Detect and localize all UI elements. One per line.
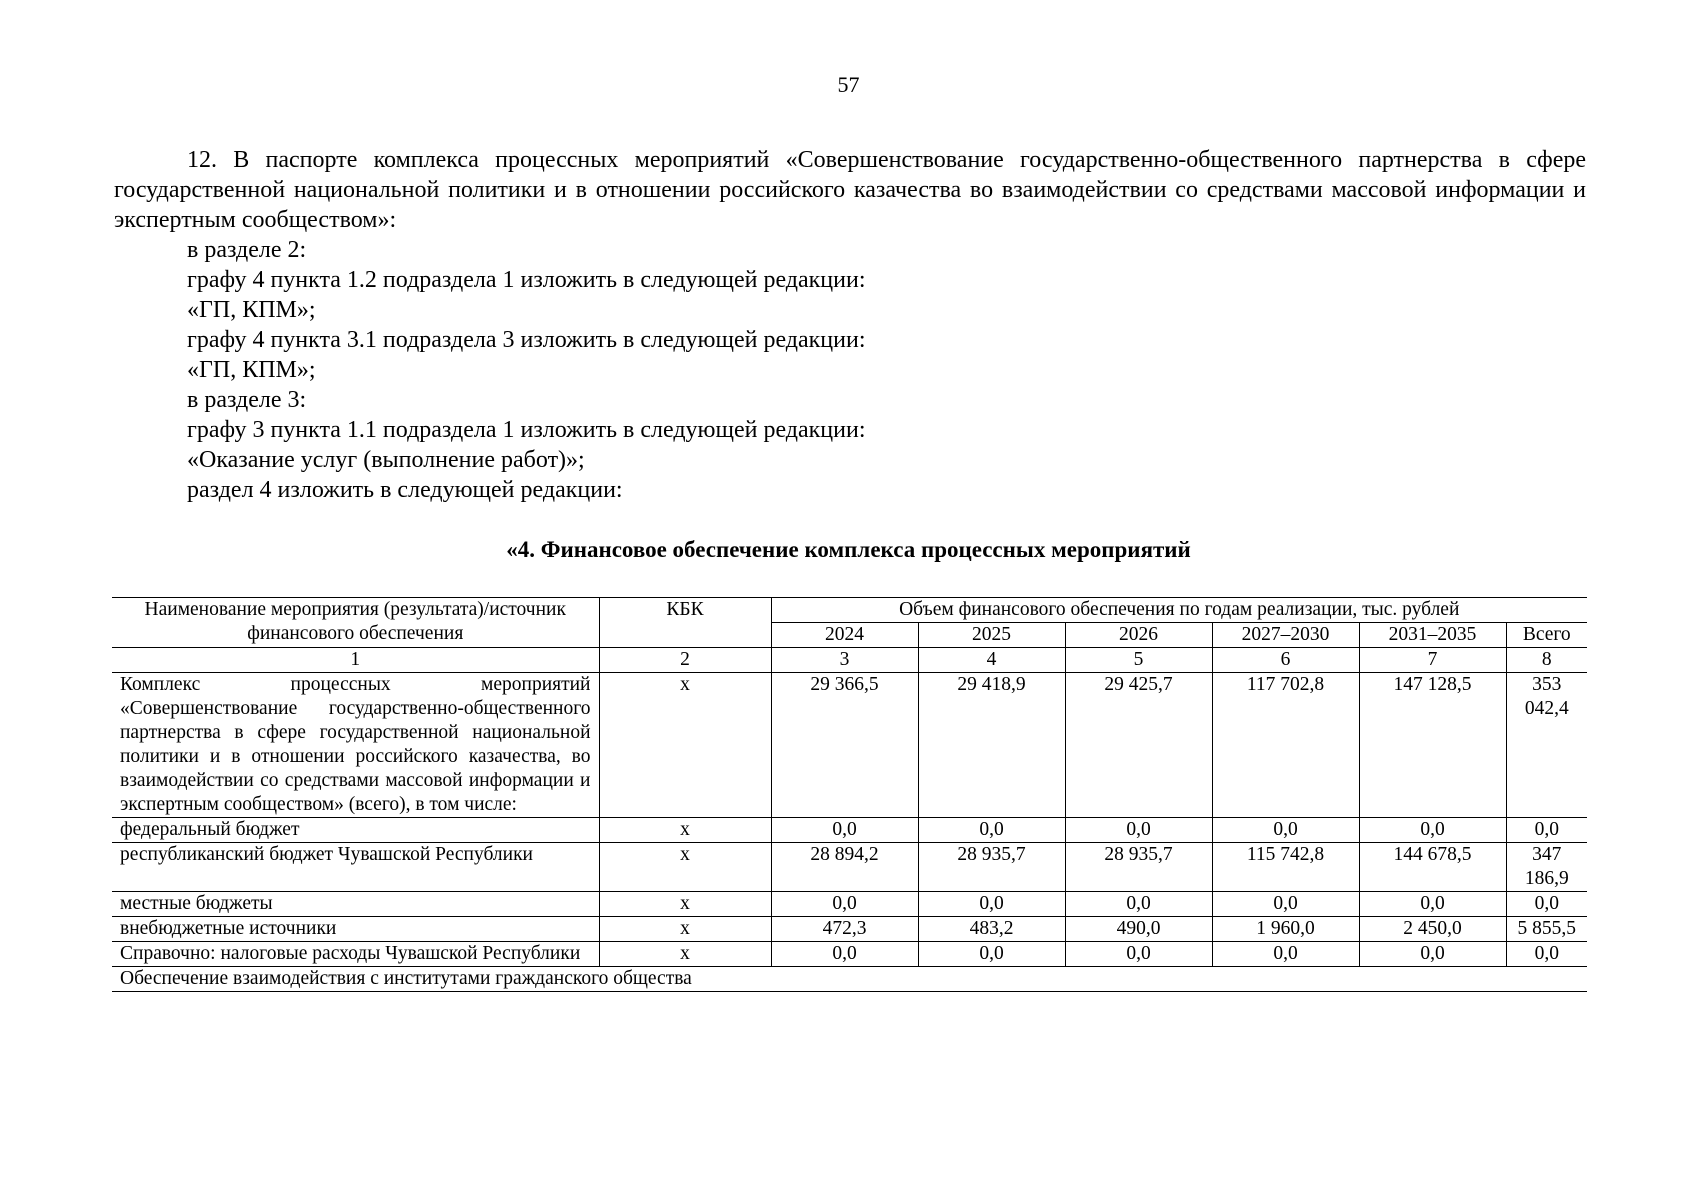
column-number: 1 (112, 648, 599, 673)
header-year: 2027–2030 (1212, 623, 1359, 648)
text-line: графу 4 пункта 1.2 подраздела 1 изложить в следующей редакции: (187, 267, 866, 293)
row-value: 0,0 (771, 892, 918, 917)
column-number: 2 (599, 648, 771, 673)
table-row (112, 942, 1587, 967)
row-value: 0,0 (918, 942, 1065, 967)
row-kbk: х (599, 892, 771, 917)
row-value: 472,3 (771, 917, 918, 942)
text-line: «ГП, КПМ»; (187, 357, 316, 383)
header-year: 2024 (771, 623, 918, 648)
row-value: 117 702,8 (1212, 673, 1359, 818)
column-number: 7 (1359, 648, 1506, 673)
row-value: 0,0 (918, 892, 1065, 917)
financing-table (112, 597, 1587, 992)
row-value: 28 935,7 (918, 843, 1065, 892)
text-line: в разделе 2: (187, 237, 307, 263)
row-kbk: х (599, 843, 771, 892)
row-value: 29 425,7 (1065, 673, 1212, 818)
header-year: 2026 (1065, 623, 1212, 648)
row-value: 0,0 (1359, 942, 1506, 967)
row-value: 0,0 (1212, 942, 1359, 967)
table-footer-row (112, 967, 1587, 992)
table-row (112, 843, 1587, 892)
row-value: 483,2 (918, 917, 1065, 942)
table-row (112, 892, 1587, 917)
row-name: федеральный бюджет (112, 818, 599, 843)
page-number: 57 (837, 72, 860, 97)
row-value: 0,0 (1212, 892, 1359, 917)
row-total: 5 855,5 (1506, 917, 1587, 942)
row-value: 0,0 (918, 818, 1065, 843)
row-value: 147 128,5 (1359, 673, 1506, 818)
column-number-row (112, 648, 1587, 673)
row-value: 28 894,2 (771, 843, 918, 892)
header-year: 2025 (918, 623, 1065, 648)
row-value: 0,0 (1065, 942, 1212, 967)
column-number: 8 (1506, 648, 1587, 673)
text-line: «ГП, КПМ»; (187, 297, 316, 323)
text-line: «Оказание услуг (выполнение работ)»; (187, 447, 585, 473)
table-row (112, 818, 1587, 843)
row-value: 0,0 (771, 942, 918, 967)
row-value: 2 450,0 (1359, 917, 1506, 942)
text-line: графу 4 пункта 3.1 подраздела 3 изложить в следующей редакции: (187, 327, 866, 353)
row-name: местные бюджеты (112, 892, 599, 917)
row-total: 0,0 (1506, 942, 1587, 967)
text-line: графу 3 пункта 1.1 подраздела 1 изложить в следующей редакции: (187, 417, 866, 443)
row-value: 0,0 (1359, 818, 1506, 843)
header-year: 2031–2035 (1359, 623, 1506, 648)
row-value: 29 418,9 (918, 673, 1065, 818)
row-value: 28 935,7 (1065, 843, 1212, 892)
column-number: 6 (1212, 648, 1359, 673)
row-total: 0,0 (1506, 892, 1587, 917)
row-value: 0,0 (1065, 892, 1212, 917)
header-name: Наименование мероприятия (результата)/источник финансового обеспечения (112, 598, 599, 648)
row-total: 0,0 (1506, 818, 1587, 843)
text-line: раздел 4 изложить в следующей редакции: (187, 477, 623, 503)
column-number: 4 (918, 648, 1065, 673)
header-row (112, 598, 1587, 623)
row-name: внебюджетные источники (112, 917, 599, 942)
row-name: Справочно: налоговые расходы Чувашской Республики (112, 942, 599, 967)
row-name: республиканский бюджет Чувашской Республики (112, 843, 599, 892)
row-total: 353 042,4 (1506, 673, 1587, 818)
row-value: 144 678,5 (1359, 843, 1506, 892)
table-row (112, 917, 1587, 942)
column-number: 3 (771, 648, 918, 673)
intro-paragraph: 12. В паспорте комплекса процессных мероприятий «Совершенствование государственно-общественного партнерства в сфере государственной национальной политики и в отношении российского казачества во взаимодействии со средствами массовой информации и экспертным сообществом»: (114, 147, 1586, 233)
row-kbk: х (599, 673, 771, 818)
row-value: 1 960,0 (1212, 917, 1359, 942)
amendment-text (114, 145, 1586, 505)
row-value: 115 742,8 (1212, 843, 1359, 892)
text-line: в разделе 3: (187, 387, 307, 413)
footer-row-text: Обеспечение взаимодействия с институтами гражданского общества (112, 967, 1587, 992)
header-volume: Объем финансового обеспечения по годам реализации, тыс. рублей (771, 598, 1587, 623)
row-value: 0,0 (1212, 818, 1359, 843)
row-value: 29 366,5 (771, 673, 918, 818)
header-total: Всего (1506, 623, 1587, 648)
row-kbk: х (599, 818, 771, 843)
row-kbk: х (599, 942, 771, 967)
row-value: 0,0 (771, 818, 918, 843)
column-number: 5 (1065, 648, 1212, 673)
row-kbk: х (599, 917, 771, 942)
header-kbk: КБК (599, 598, 771, 648)
row-value: 0,0 (1359, 892, 1506, 917)
row-total: 347 186,9 (1506, 843, 1587, 892)
section-title: «4. Финансовое обеспечение комплекса процессных мероприятий (506, 537, 1191, 562)
row-value: 0,0 (1065, 818, 1212, 843)
row-value: 490,0 (1065, 917, 1212, 942)
table-row (112, 673, 1587, 818)
row-name: Комплекс процессных мероприятий «Совершенствование государственно-общественного партнерства в сфере государственной национальной политики и в отношении российского казачества, во взаимодействии со средствами массовой информации и экспертным сообществом» (всего), в том числе: (112, 673, 599, 818)
